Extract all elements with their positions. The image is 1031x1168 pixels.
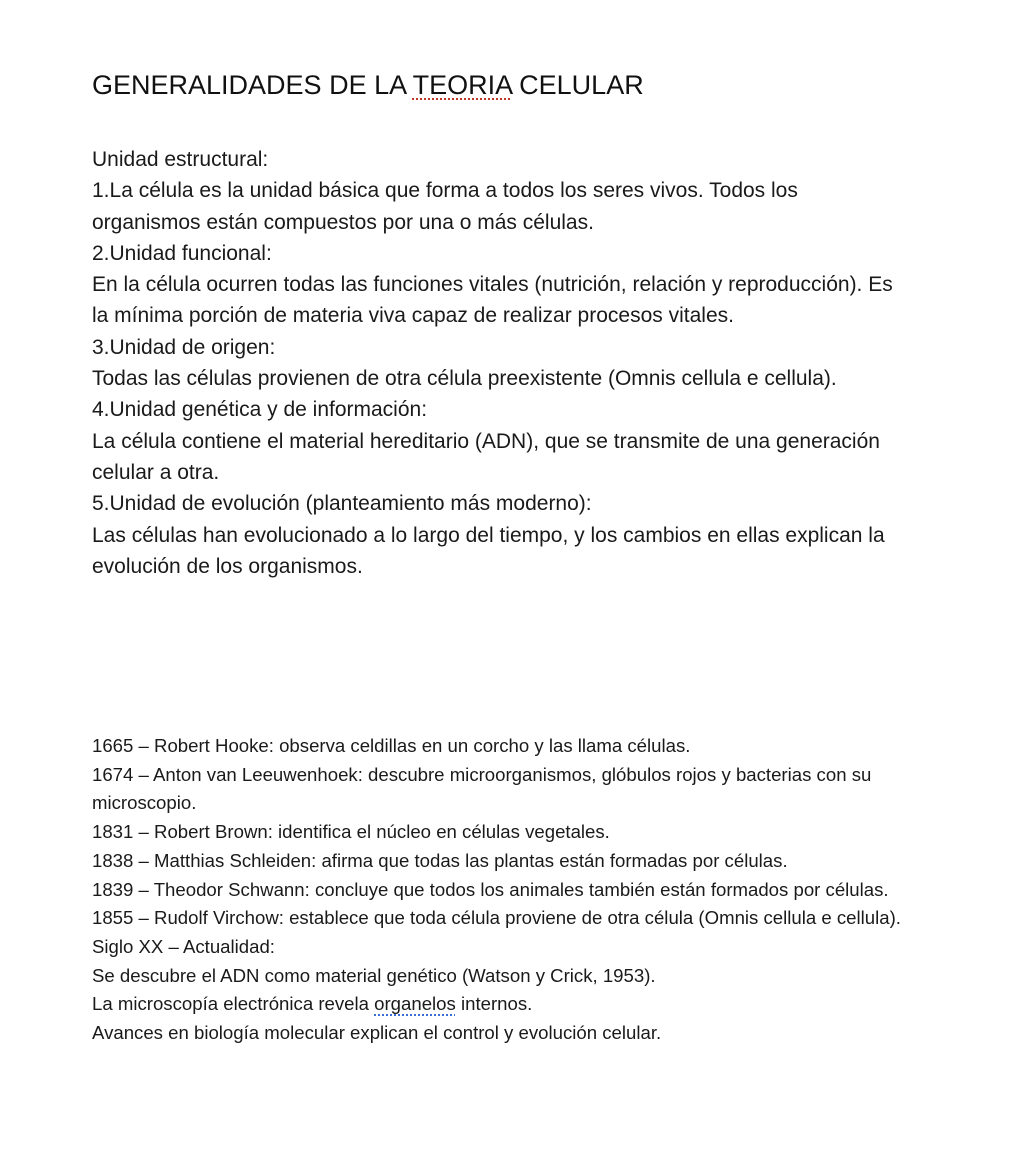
- principle-text-evolution: Las células han evolucionado a lo largo del tiempo, y los cambios en ellas explican la evolución de los organismos.: [92, 523, 885, 578]
- grammar-flagged-word[interactable]: organelos: [374, 993, 456, 1015]
- spelling-flagged-word[interactable]: TEORIA: [412, 70, 512, 100]
- microscopy-text-after: internos.: [455, 993, 533, 1015]
- timeline-entry: 1855 – Rudolf Virchow: establece que toda célula proviene de otra célula (Omnis cellula e cellula).: [92, 907, 901, 929]
- principle-heading-functional: 2.Unidad funcional:: [92, 241, 272, 265]
- timeline-entry-microscopy: [92, 990, 922, 1019]
- document-title: [92, 67, 644, 103]
- title-text-before: GENERALIDADES DE LA: [92, 70, 413, 100]
- principle-heading-structural: Unidad estructural:: [92, 148, 269, 171]
- principle-text-structural: 1.La célula es la unidad básica que forma a todos los seres vivos. Todos los organismos están compuestos por una o más células.: [92, 179, 798, 234]
- principle-heading-origin: 3.Unidad de origen:: [92, 335, 276, 359]
- timeline-entry: 1831 – Robert Brown: identifica el núcleo en células vegetales.: [92, 821, 610, 843]
- cell-theory-principles: [92, 144, 912, 582]
- title-text-after: CELULAR: [511, 70, 644, 100]
- history-timeline: [92, 732, 922, 1048]
- timeline-entry: 1839 – Theodor Schwann: concluye que todos los animales también están formados por células.: [92, 878, 889, 900]
- timeline-entry: Avances en biología molecular explican el control y evolución celular.: [92, 1022, 662, 1044]
- principle-heading-evolution: 5.Unidad de evolución (planteamiento más moderno):: [92, 492, 592, 516]
- timeline-entry: 1665 – Robert Hooke: observa celdillas en un corcho y las llama células.: [92, 735, 691, 756]
- principle-heading-genetic: 4.Unidad genética y de información:: [92, 398, 428, 422]
- principle-text-origin: Todas las células provienen de otra célula preexistente (Omnis cellula e cellula).: [92, 367, 837, 391]
- principle-text-functional: En la célula ocurren todas las funciones vitales (nutrición, relación y reproducción). Es la mínima porción de materia viva capaz de realizar procesos vitales.: [92, 273, 893, 328]
- timeline-entry: 1674 – Anton van Leeuwenhoek: descubre microorganismos, glóbulos rojos y bacterias con su microscopio.: [92, 763, 872, 814]
- timeline-entry: Se descubre el ADN como material genético (Watson y Crick, 1953).: [92, 964, 656, 986]
- microscopy-text-before: La microscopía electrónica revela: [92, 993, 375, 1015]
- timeline-heading-modern: Siglo XX – Actualidad:: [92, 935, 275, 957]
- timeline-entry: 1838 – Matthias Schleiden: afirma que todas las plantas están formadas por células.: [92, 849, 788, 871]
- principle-text-genetic: La célula contiene el material hereditario (ADN), que se transmite de una generación celular a otra.: [92, 429, 880, 484]
